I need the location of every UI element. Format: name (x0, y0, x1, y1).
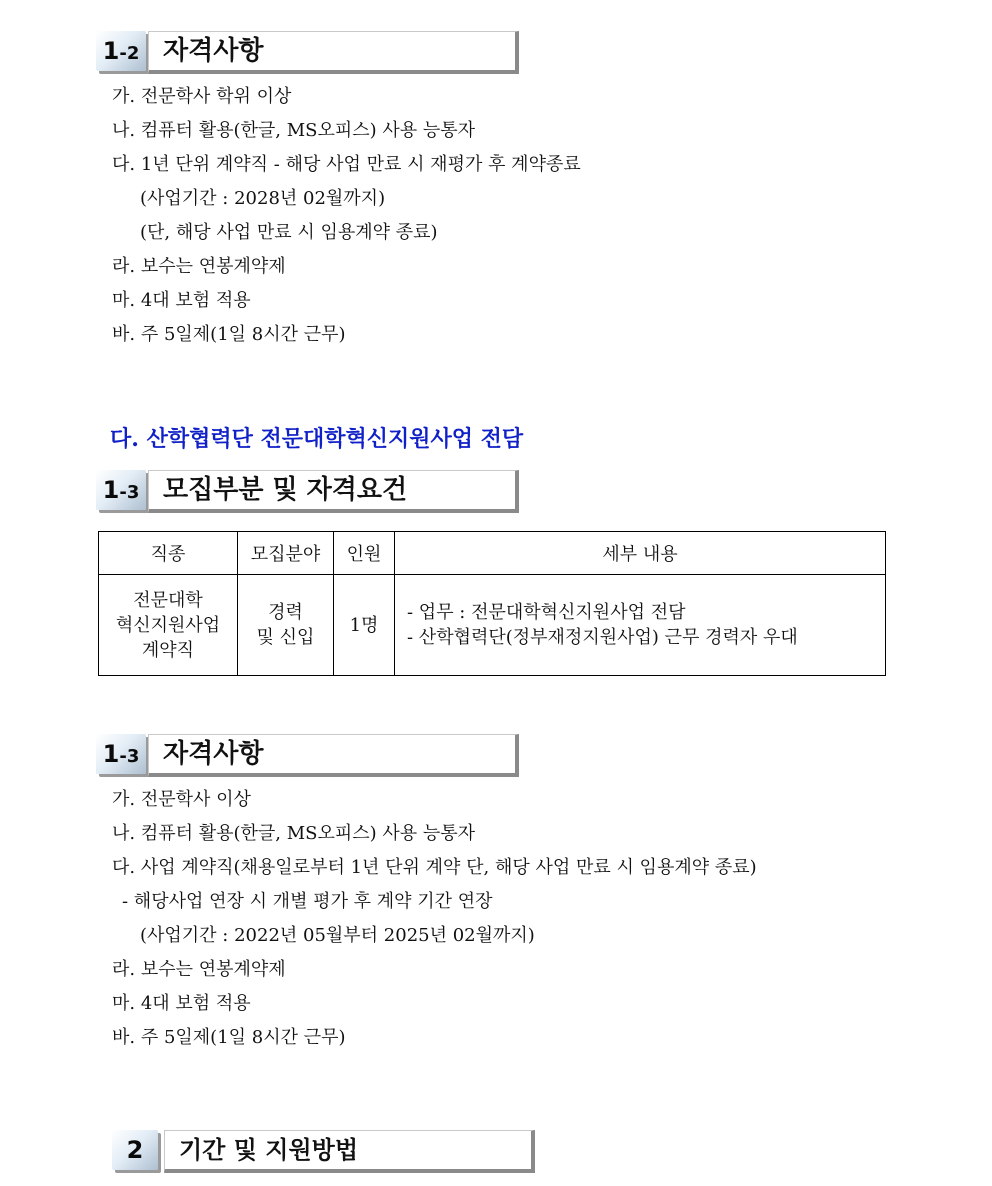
section-title: 모집부분 및 자격요건 (148, 470, 519, 513)
table-row (99, 575, 886, 676)
section-title: 자격사항 (148, 734, 519, 777)
field-cell: 경력 및 신입 (238, 575, 334, 676)
list-item: 마. 4대 보험 적용 (112, 993, 251, 1014)
section-header-period-method (112, 1130, 542, 1176)
section-number-badge: 1-2 (96, 31, 146, 71)
section-header-recruitment (96, 470, 526, 516)
section-header-qualifications-2 (96, 734, 526, 780)
list-item: 다. 사업 계약직(채용일로부터 1년 단위 계약 단, 해당 사업 만료 시 임용계약 종료) (112, 857, 757, 878)
list-item: 바. 주 5일제(1일 8시간 근무) (112, 1027, 346, 1048)
list-item: 나. 컴퓨터 활용(한글, MS오피스) 사용 능통자 (112, 823, 476, 844)
list-item: (단, 해당 사업 만료 시 임용계약 종료) (140, 222, 438, 243)
headcount-cell: 1명 (334, 575, 395, 676)
qualifications-list-2 (112, 783, 757, 1055)
section-number-badge: 2 (112, 1130, 158, 1170)
details-cell: - 업무 : 전문대학혁신지원사업 전담 - 산학협력단(정부재정지원사업) 근무 경력자 우대 (395, 575, 886, 676)
section-title: 기간 및 지원방법 (164, 1130, 535, 1173)
section-number-badge: 1-3 (96, 470, 146, 510)
column-header: 직종 (99, 532, 238, 575)
list-item: - 해당사업 연장 시 개별 평가 후 계약 기간 연장 (122, 891, 493, 912)
column-header: 인원 (334, 532, 395, 575)
section-number-badge: 1-3 (96, 734, 146, 774)
list-item: 나. 컴퓨터 활용(한글, MS오피스) 사용 능통자 (112, 120, 476, 141)
table-header-row (99, 532, 886, 575)
list-item: 마. 4대 보험 적용 (112, 290, 251, 311)
list-item: 바. 주 5일제(1일 8시간 근무) (112, 324, 346, 345)
list-item: (사업기간 : 2022년 05월부터 2025년 02월까지) (140, 925, 535, 946)
recruitment-table (98, 531, 886, 676)
qualifications-list-1 (112, 80, 581, 352)
list-item: 라. 보수는 연봉계약제 (112, 959, 286, 980)
job-type-cell: 전문대학 혁신지원사업 계약직 (99, 575, 238, 676)
section-heading: 다. 산학협력단 전문대학혁신지원사업 전담 (110, 426, 524, 452)
list-item: 가. 전문학사 이상 (112, 789, 251, 810)
list-item: (사업기간 : 2028년 02월까지) (140, 188, 386, 209)
list-item: 라. 보수는 연봉계약제 (112, 256, 286, 277)
section-title: 자격사항 (148, 31, 519, 74)
section-header-qualifications-1 (96, 31, 526, 77)
column-header: 세부 내용 (395, 532, 886, 575)
list-item: 가. 전문학사 학위 이상 (112, 86, 292, 107)
column-header: 모집분야 (238, 532, 334, 575)
list-item: 다. 1년 단위 계약직 - 해당 사업 만료 시 재평가 후 계약종료 (112, 154, 581, 175)
